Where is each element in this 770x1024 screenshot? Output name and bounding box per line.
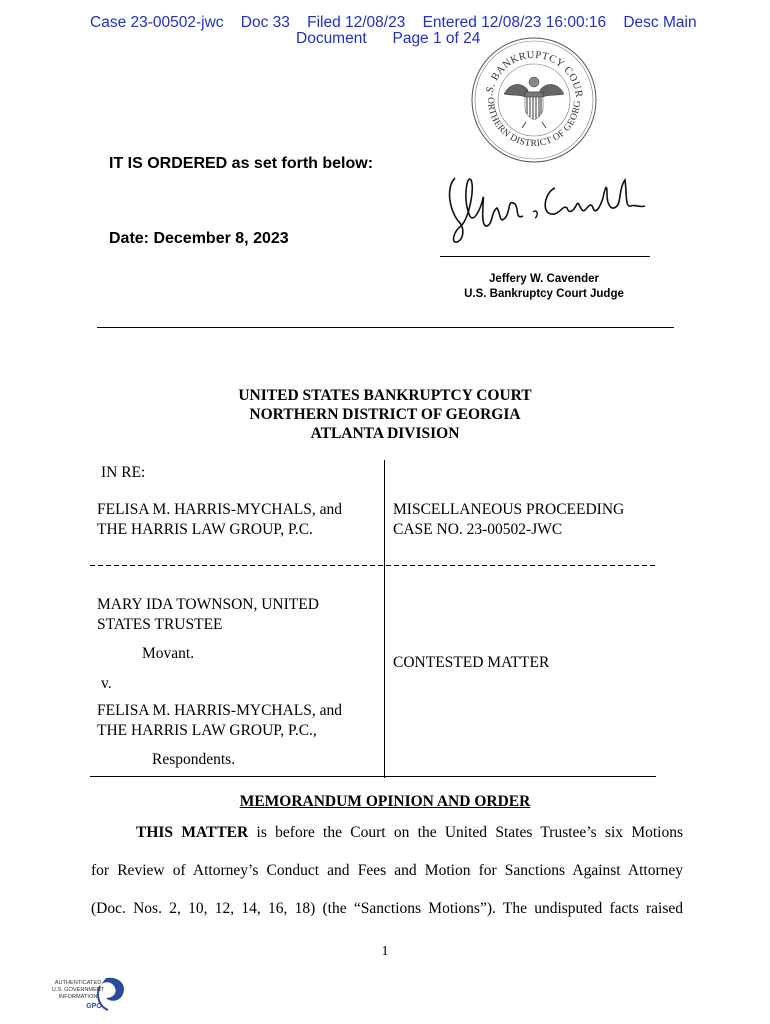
page-number: 1 [381,944,389,959]
gpo-authenticated-logo [40,972,130,1014]
court-seal [470,36,598,164]
this-matter-lead: THIS MATTER [136,824,249,841]
debtor-line-1: FELISA M. HARRIS-MYCHALS, and [97,501,343,518]
judge-signature [435,168,650,248]
it-is-ordered-text: IT IS ORDERED as set forth below: [109,155,374,172]
gpo-line-1: AUTHENTICATED [54,980,102,986]
judge-title: U.S. Bankruptcy Court Judge [464,288,624,300]
court-line-1: UNITED STATES BANKRUPTCY COURT [238,387,532,404]
ecf-header-line2: Document Page 1 of 24 [296,30,481,47]
movant-line-2: STATES TRUSTEE [97,616,223,633]
header-divider [97,327,674,328]
movant-line-1: MARY IDA TOWNSON, UNITED [97,596,319,613]
paragraph-line-2: for Review of Attorney’s Conduct and Fees and Motion for Sanctions Against Attorney [91,862,683,879]
court-heading [0,386,770,443]
seal-text-bottom: ORTHERN DISTRICT OF GEORG [484,96,584,150]
respondent-line-1: FELISA M. HARRIS-MYCHALS, and [97,702,343,719]
signature-line [440,256,650,257]
contested-matter-label: CONTESTED MATTER [393,654,550,671]
in-re-label: IN RE: [101,464,146,481]
opinion-title: MEMORANDUM OPINION AND ORDER [239,793,531,810]
paragraph-line-1 [91,814,683,852]
debtor-line-2: THE HARRIS LAW GROUP, P.C. [97,521,313,538]
caption-vertical-divider [384,460,385,778]
paragraph-line-1-rest: is before the Court on the United States Trustee’s six Motions [248,824,683,841]
versus-label: v. [101,675,112,692]
order-date: Date: December 8, 2023 [109,230,289,247]
court-line-2: NORTHERN DISTRICT OF GEORGIA [249,406,521,423]
ecf-header-line1: Case 23-00502-jwc Doc 33 Filed 12/08/23 Entered 12/08/23 16:00:16 Desc Main [90,14,697,31]
caption-bottom-rule [90,776,656,777]
proceeding-line-1: MISCELLANEOUS PROCEEDING [393,501,625,518]
judge-name: Jeffery W. Cavender [489,273,599,285]
seal-text-top: .S. BANKRUPTCY COUR [484,49,584,98]
eagle-icon [504,77,564,128]
opinion-paragraph [91,814,683,928]
respondents-label: Respondents. [152,751,236,768]
gpo-line-2: U.S. GOVERNMENT [51,987,105,993]
caption-dashed-divider [90,565,656,566]
paragraph-line-3: (Doc. Nos. 2, 10, 12, 14, 16, 18) (the “Sanctions Motions”). The undisputed facts raised [91,900,683,917]
gpo-line-3: INFORMATION [58,994,98,1000]
respondent-line-2: THE HARRIS LAW GROUP, P.C., [97,722,317,739]
movant-label: Movant. [142,645,195,662]
court-line-3: ATLANTA DIVISION [310,425,460,442]
proceeding-case-number: CASE NO. 23-00502-JWC [393,521,563,538]
gpo-mark: GPO [86,1003,102,1010]
